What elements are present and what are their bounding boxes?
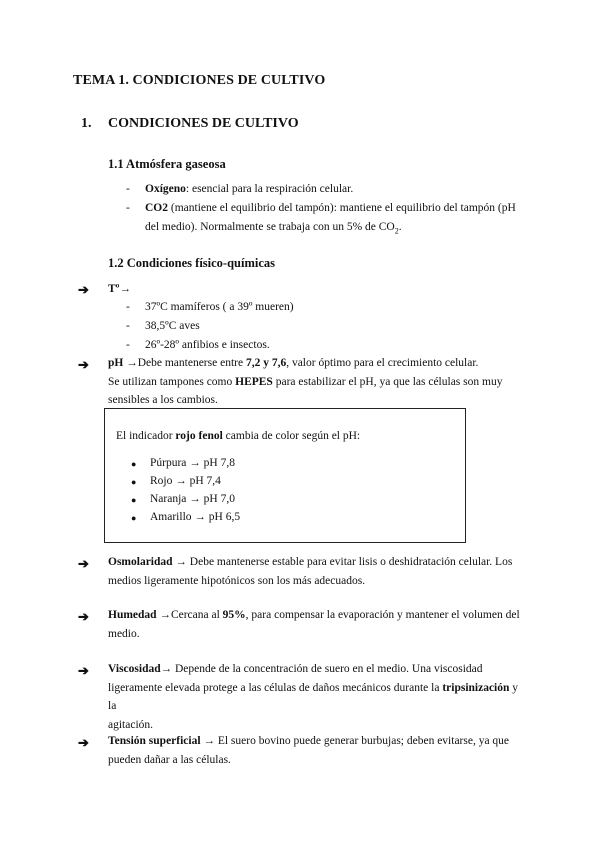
ph-paragraph: pH →Debe mantenerse entre 7,2 y 7,6, valor óptimo para el crecimiento celular. Se utilizan tampones como HEPES para estabilizar el pH, ya que las células son muy sensibles a los cambios.	[108, 357, 503, 406]
page-title: TEMA 1. CONDICIONES DE CULTIVO	[73, 73, 326, 88]
subsection-heading-atmosfera: 1.1 Atmósfera gaseosa	[108, 157, 226, 171]
color-item: Púrpura → pH 7,8	[150, 457, 235, 469]
arrow-icon: ➔	[78, 663, 89, 678]
color-item: Rojo → pH 7,4	[150, 475, 221, 487]
section-number: 1.	[81, 116, 92, 131]
temp-item: 37ºC mamíferos ( a 39º mueren)	[145, 301, 294, 313]
temp-item: 38,5ºC aves	[145, 320, 200, 332]
dash-marker: -	[126, 339, 130, 351]
temp-label: Tº→	[108, 283, 131, 295]
arrow-icon: ➔	[78, 609, 89, 624]
bullet-icon: ●	[131, 477, 137, 487]
viscosidad-paragraph: Viscosidad→ Depende de la concentración de suero en el medio. Una viscosidad ligeramente elevada protege a las células de daños mecánicos durante la tripsinización y la agitación.	[108, 663, 519, 731]
section-heading: CONDICIONES DE CULTIVO	[108, 116, 299, 131]
subsection-heading-fisico: 1.2 Condiciones físico-químicas	[108, 256, 276, 270]
dash-marker: -	[126, 183, 130, 195]
bullet-icon: ●	[131, 513, 137, 523]
indicator-intro: El indicador rojo fenol cambia de color según el pH:	[116, 430, 361, 442]
arrow-icon: ➔	[78, 735, 89, 750]
color-item: Naranja → pH 7,0	[150, 493, 235, 505]
arrow-icon: ➔	[78, 282, 89, 297]
dash-marker: -	[126, 202, 130, 214]
list-item-co2: CO2 (mantiene el equilibrio del tampón): mantiene el equilibrio del tampón (pH	[145, 202, 516, 214]
arrow-icon: ➔	[78, 556, 89, 571]
tension-paragraph: Tensión superficial → El suero bovino puede generar burbujas; deben evitarse, ya que pueden dañar a las células.	[108, 735, 510, 766]
color-item: Amarillo → pH 6,5	[150, 511, 241, 523]
bullet-icon: ●	[131, 495, 137, 505]
arrow-icon: ➔	[78, 357, 89, 372]
temp-item: 26º-28º anfibios e insectos.	[145, 339, 270, 351]
osmolaridad-paragraph: Osmolaridad → Debe mantenerse estable para evitar lisis o deshidratación celular. Los medios ligeramente hipotónicos son los más adecuados.	[108, 556, 513, 587]
dash-marker: -	[126, 320, 130, 332]
list-item-oxigeno: Oxígeno: esencial para la respiración celular.	[145, 183, 354, 195]
list-item-co2-line2: del medio). Normalmente se trabaja con un 5% de $CO_2$.	[145, 221, 402, 236]
bullet-icon: ●	[131, 459, 137, 469]
dash-marker: -	[126, 301, 130, 313]
humedad-paragraph: Humedad →Cercana al 95%, para compensar la evaporación y mantener el volumen del medio.	[108, 609, 520, 640]
